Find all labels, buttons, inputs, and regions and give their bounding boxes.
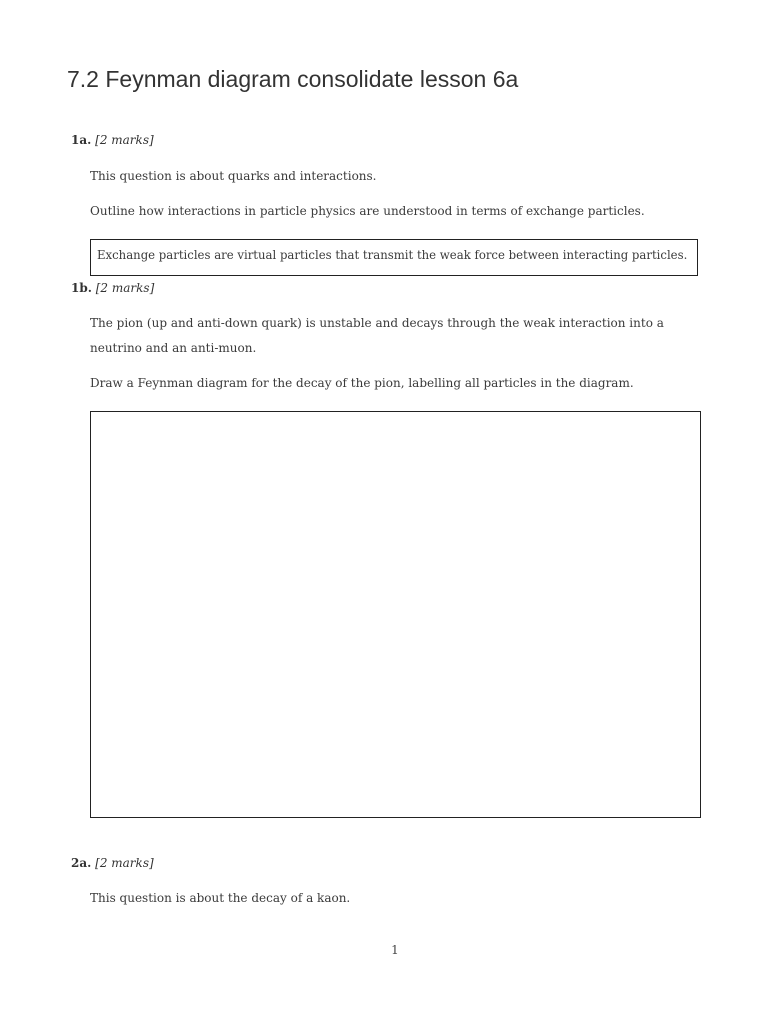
answer-text: Exchange particles are virtual particles that transmit the weak force between interacting particles. xyxy=(97,248,688,262)
question-marks: [2 marks] xyxy=(95,133,154,147)
question-number: 1a. xyxy=(71,133,92,147)
question-marks: [2 marks] xyxy=(95,281,155,295)
page-number: 1 xyxy=(391,943,399,957)
diagram-drawing-area[interactable] xyxy=(90,411,701,818)
page-title: 7.2 Feynman diagram consolidate lesson 6a xyxy=(67,66,519,92)
answer-box-1a[interactable] xyxy=(90,239,698,276)
question-2a-intro: This question is about the decay of a kaon. xyxy=(90,891,351,905)
question-1a-header xyxy=(71,133,154,147)
question-1a-intro: This question is about quarks and interactions. xyxy=(90,169,377,183)
question-1b-header xyxy=(71,281,154,295)
question-2a-header xyxy=(71,856,154,870)
question-number: 2a. xyxy=(71,856,92,870)
question-1a-prompt: Outline how interactions in particle physics are understood in terms of exchange particles. xyxy=(90,204,645,218)
question-1b-prompt: Draw a Feynman diagram for the decay of the pion, labelling all particles in the diagram. xyxy=(90,376,634,390)
question-marks: [2 marks] xyxy=(95,856,154,870)
question-1b-intro: The pion (up and anti-down quark) is unstable and decays through the weak interaction into a neutrino and an anti-muon. xyxy=(90,316,664,355)
question-number: 1b. xyxy=(71,281,92,295)
